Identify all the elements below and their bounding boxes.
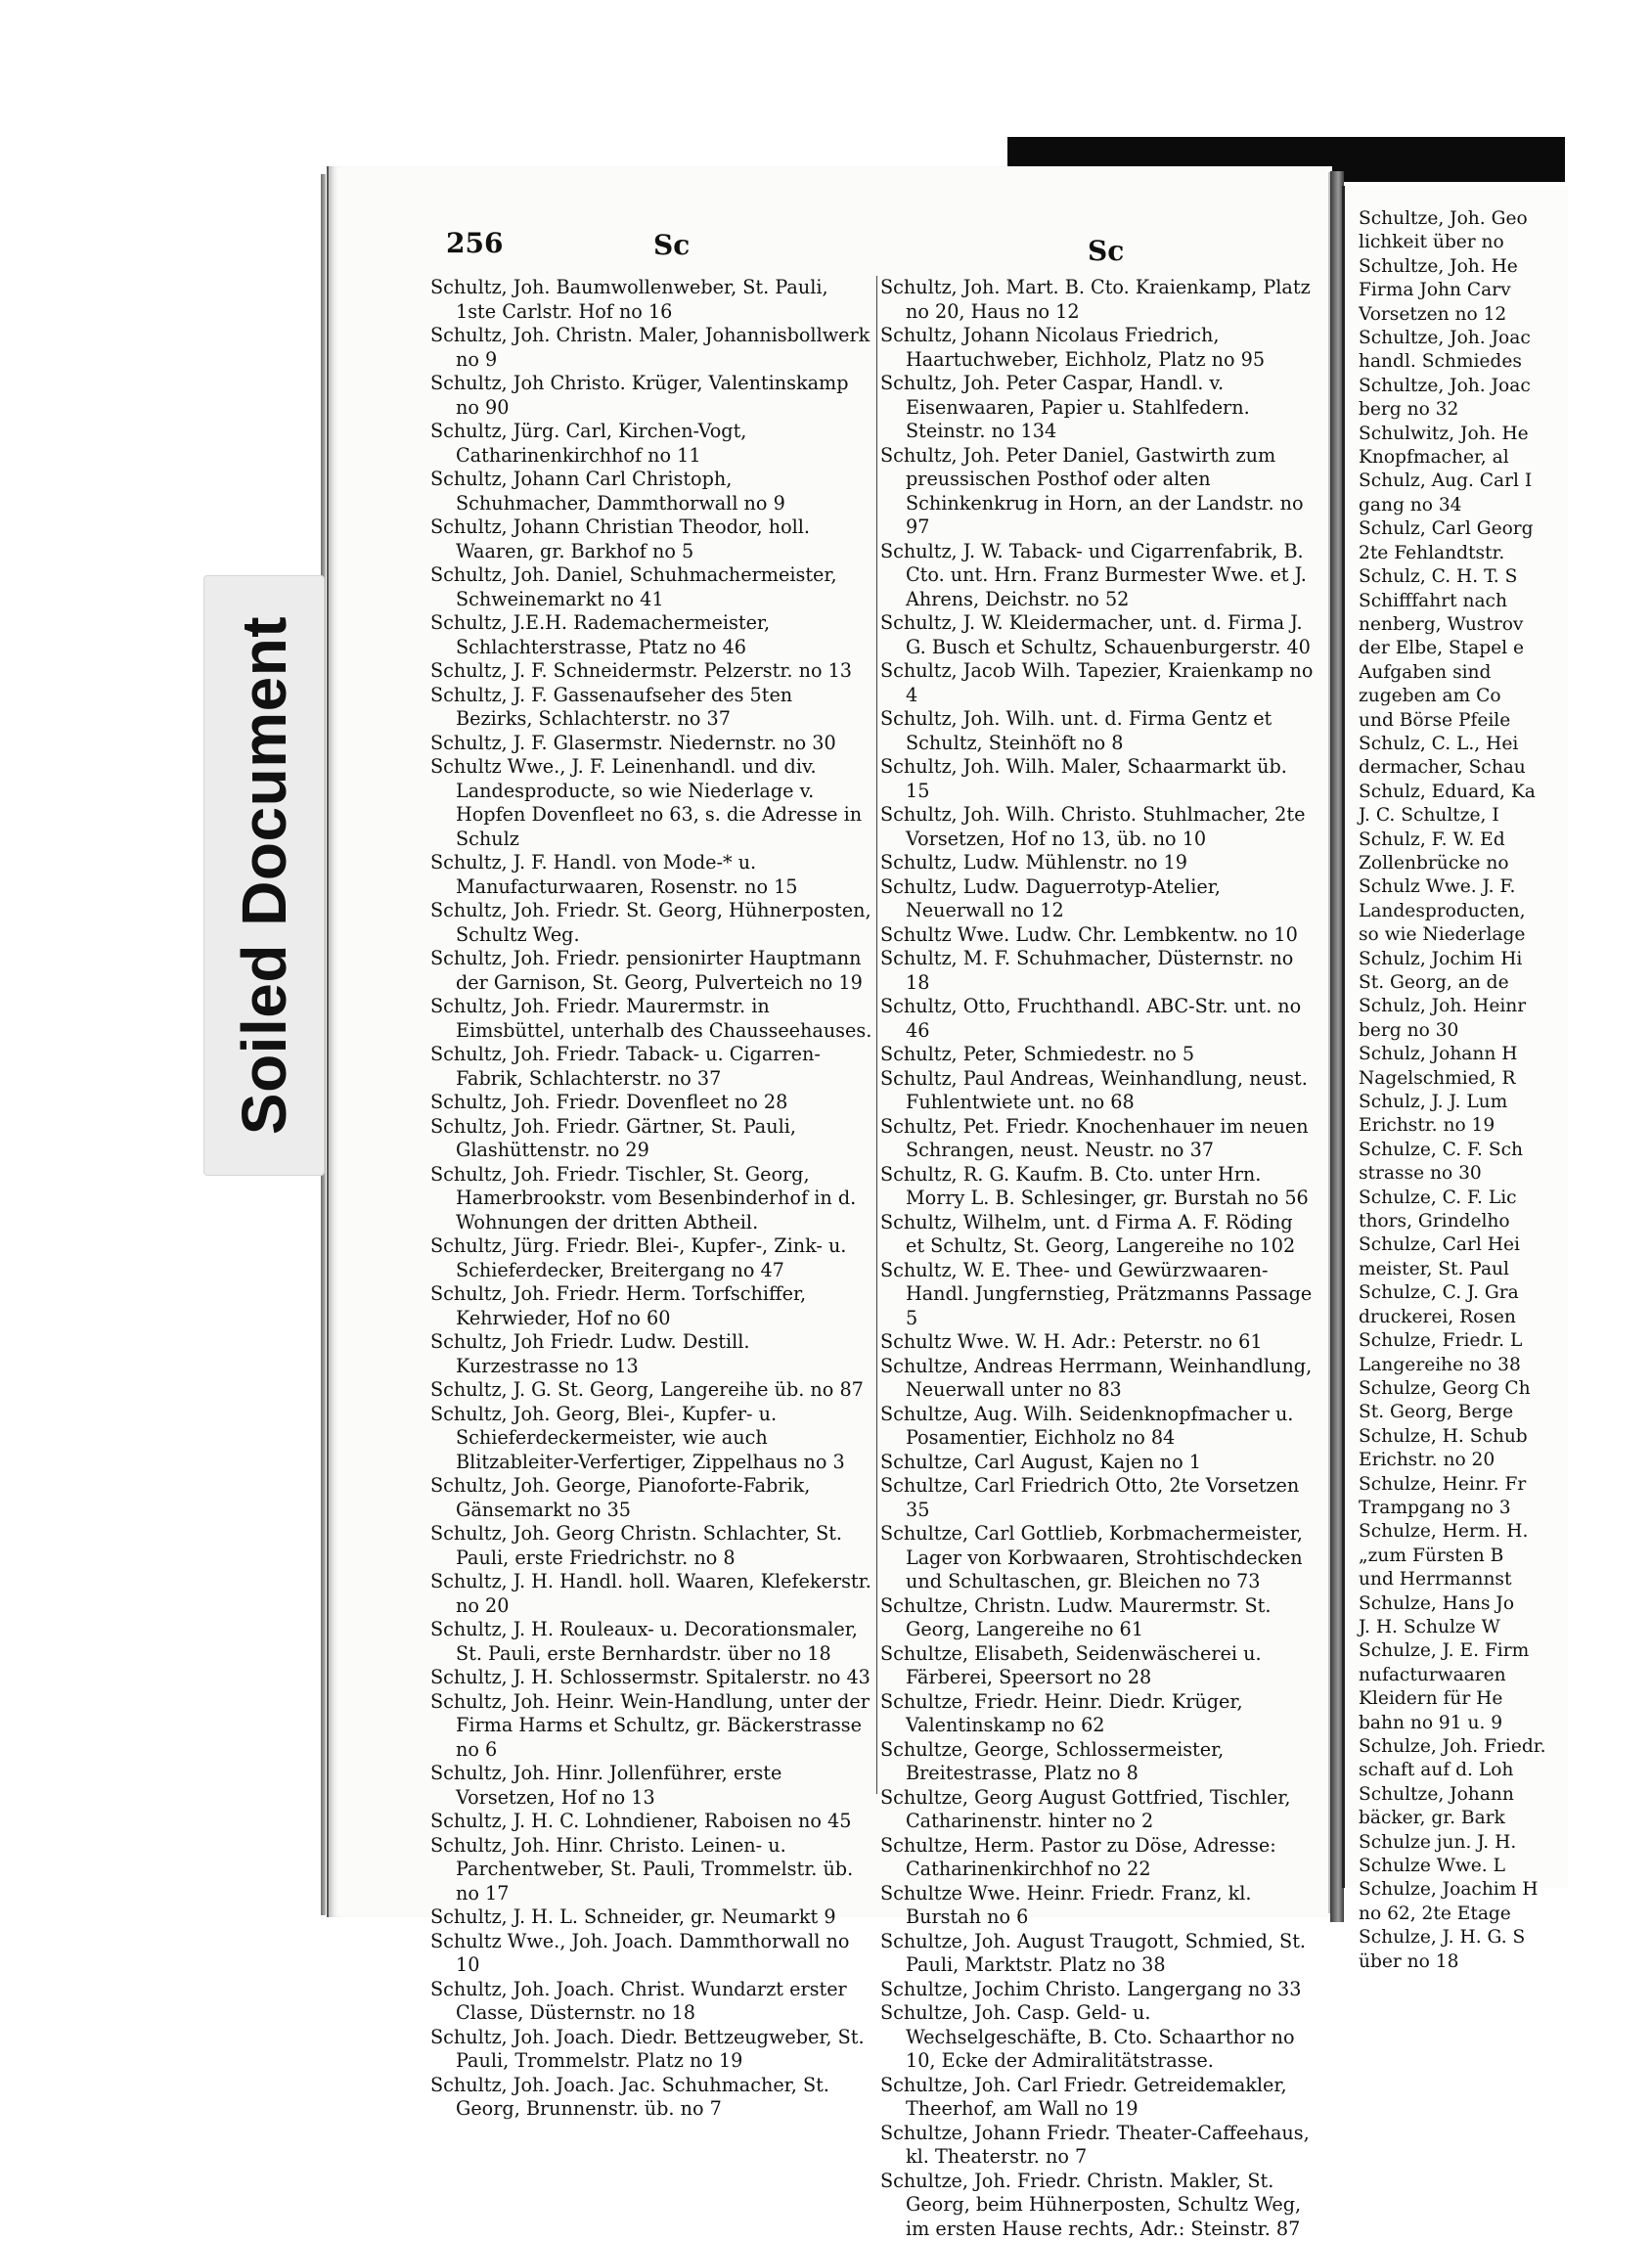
directory-entry: Schultz, Joh. Friedr. pensionirter Hauptmann der Garnison, St. Georg, Pulverteich no 19: [430, 947, 872, 995]
directory-entry: Schultz, Joh. Wilh. unt. d. Firma Gentz et Schultz, Steinhöft no 8: [880, 707, 1317, 755]
directory-entry: Schultz, Joh. Mart. B. Cto. Kraienkamp, Platz no 20, Haus no 12: [880, 276, 1317, 324]
directory-entry: Schultz, Joh. Georg, Blei-, Kupfer- u. Schieferdeckermeister, wie auch Blitzableiter-Verfertiger, Zippelhaus no 3: [430, 1403, 872, 1475]
directory-entry: Schulze, Joh. Friedr.: [1359, 1735, 1652, 1759]
directory-entry: bahn no 91 u. 9: [1359, 1712, 1652, 1735]
directory-entry: 2te Fehlandtstr.: [1359, 542, 1652, 565]
directory-entry: Schulze, Herm. H.: [1359, 1520, 1652, 1544]
directory-entry: Schultze, Joh. He: [1359, 255, 1652, 279]
directory-entry: Schultz, Joh. Christn. Maler, Johannisbollwerk no 9: [430, 324, 872, 372]
directory-entry: Schultz, J. F. Glasermstr. Niedernstr. no 30: [430, 732, 872, 756]
directory-entry: Schultz, Joh. Friedr. Dovenfleet no 28: [430, 1091, 872, 1115]
directory-entry: Schulwitz, Joh. He: [1359, 423, 1652, 446]
directory-entry: Schultz, Jürg. Carl, Kirchen-Vogt, Catharinenkirchhof no 11: [430, 420, 872, 468]
directory-entry: St. Georg, an de: [1359, 971, 1652, 995]
directory-entry: Vorsetzen no 12: [1359, 303, 1652, 327]
directory-entry: Schulze jun. J. H.: [1359, 1831, 1652, 1855]
directory-entry: Schulze, C. F. Sch: [1359, 1139, 1652, 1162]
directory-entry: Schultze, Joh. Joac: [1359, 327, 1652, 350]
directory-entry: Schultz, J. H. Handl. holl. Waaren, Klefekerstr. no 20: [430, 1570, 872, 1618]
directory-entry: Schultz, Ludw. Daguerrotyp-Atelier, Neuerwall no 12: [880, 875, 1317, 923]
directory-entry: Schultz, Joh. Hinr. Christo. Leinen- u. Parchentweber, St. Pauli, Trommelstr. üb. no 17: [430, 1834, 872, 1906]
stamp-text: Soiled Document: [228, 616, 300, 1135]
directory-entry: Schulze, Heinr. Fr: [1359, 1473, 1652, 1497]
directory-entry: Schultz, Joh. Daniel, Schuhmachermeister, Schweinemarkt no 41: [430, 563, 872, 611]
directory-entry: Schulze, Carl Hei: [1359, 1233, 1652, 1257]
directory-entry: Schultz, Paul Andreas, Weinhandlung, neust. Fuhlentwiete unt. no 68: [880, 1067, 1317, 1115]
page-number: 256: [446, 227, 503, 259]
directory-entry: thors, Grindelho: [1359, 1210, 1652, 1233]
soiled-document-stamp: [203, 575, 325, 1176]
directory-entry: Schulze, Joachim H: [1359, 1878, 1652, 1902]
directory-entry: Schifffahrt nach: [1359, 590, 1652, 613]
directory-entry: Schultz, Jacob Wilh. Tapezier, Kraienkamp no 4: [880, 659, 1317, 707]
directory-entry: schaft auf d. Loh: [1359, 1759, 1652, 1782]
directory-entry: Schultz, Ludw. Mühlenstr. no 19: [880, 851, 1317, 875]
directory-entry: Schultz, J. H. Schlossermstr. Spitalerstr. no 43: [430, 1666, 872, 1690]
directory-entry: Schulze Wwe. L: [1359, 1855, 1652, 1878]
directory-entry: Schulz, F. W. Ed: [1359, 829, 1652, 852]
directory-entry: und Börse Pfeile: [1359, 709, 1652, 733]
directory-entry: nenberg, Wustrov: [1359, 613, 1652, 637]
directory-entry: Schultz, R. G. Kaufm. B. Cto. unter Hrn. Morry L. B. Schlesinger, gr. Burstah no 56: [880, 1163, 1317, 1211]
directory-entry: Schultz, Joh. George, Pianoforte-Fabrik, Gänsemarkt no 35: [430, 1474, 872, 1522]
directory-entry: Schultz, Johann Christian Theodor, holl. Waaren, gr. Barkhof no 5: [430, 515, 872, 563]
directory-entry: Schultze, Carl Gottlieb, Korbmachermeister, Lager von Korbwaaren, Strohtischdecken und Schultaschen, gr. Bleichen no 73: [880, 1522, 1317, 1594]
directory-entry: Schultze, Friedr. Heinr. Diedr. Krüger, Valentinskamp no 62: [880, 1690, 1317, 1738]
directory-entry: Schulz, C. H. T. S: [1359, 565, 1652, 589]
directory-entry: Schultz, Joh. Peter Caspar, Handl. v. Eisenwaaren, Papier u. Stahlfedern. Steinstr. no 134: [880, 372, 1317, 444]
directory-entry: Schultze, Johann: [1359, 1783, 1652, 1807]
directory-entry: Trampgang no 3: [1359, 1497, 1652, 1520]
directory-entry: Schulze, H. Schub: [1359, 1425, 1652, 1449]
directory-entry: „zum Fürsten B: [1359, 1545, 1652, 1568]
directory-entry: Schulze, Hans Jo: [1359, 1592, 1652, 1616]
directory-entry: Aufgaben sind: [1359, 661, 1652, 685]
directory-entry: Schultze, Joh. Casp. Geld- u. Wechselgeschäfte, B. Cto. Schaarthor no 10, Ecke der Admiralitätstrasse.: [880, 2001, 1317, 2074]
directory-column-left: [430, 276, 872, 2122]
directory-entry: Schultze, Carl August, Kajen no 1: [880, 1451, 1317, 1475]
column-divider: [876, 276, 877, 1794]
directory-entry: Schultz, Joh. Joach. Diedr. Bettzeugweber, St. Pauli, Trommelstr. Platz no 19: [430, 2026, 872, 2074]
directory-entry: Schultz, J. H. L. Schneider, gr. Neumarkt 9: [430, 1905, 872, 1930]
directory-entry: Schultze, Aug. Wilh. Seidenknopfmacher u. Posamentier, Eichholz no 84: [880, 1403, 1317, 1451]
directory-entry: Schultz, Joh. Heinr. Wein-Handlung, unter der Firma Harms et Schultz, gr. Bäckerstrasse no 6: [430, 1690, 872, 1763]
directory-entry: Schultz, Otto, Fruchthandl. ABC-Str. unt. no 46: [880, 995, 1317, 1043]
directory-entry: Erichstr. no 20: [1359, 1449, 1652, 1472]
directory-entry: Schultz, Joh. Joach. Christ. Wundarzt erster Classe, Düsternstr. no 18: [430, 1978, 872, 2026]
directory-entry: der Elbe, Stapel e: [1359, 637, 1652, 660]
directory-entry: Erichstr. no 19: [1359, 1114, 1652, 1138]
directory-entry: Schultze, Jochim Christo. Langergang no 33: [880, 1978, 1317, 2002]
directory-entry: Schulz, Aug. Carl I: [1359, 470, 1652, 493]
directory-entry: Schultz, Joh. Friedr. Maurermstr. in Eimsbüttel, unterhalb des Chausseehauses.: [430, 995, 872, 1043]
directory-entry: gang no 34: [1359, 494, 1652, 517]
directory-entry: no 62, 2te Etage: [1359, 1903, 1652, 1926]
directory-entry: zugeben am Co: [1359, 685, 1652, 708]
directory-entry: Schultze, Johann Friedr. Theater-Caffeehaus, kl. Theaterstr. no 7: [880, 2122, 1317, 2170]
directory-entry: Schultze, Joh. Joac: [1359, 375, 1652, 398]
directory-entry: Schultz Wwe. W. H. Adr.: Peterstr. no 61: [880, 1330, 1317, 1355]
directory-entry: und Herrmannst: [1359, 1568, 1652, 1591]
directory-entry: Firma John Carv: [1359, 279, 1652, 302]
directory-entry: Schultz, J. F. Handl. von Mode-* u. Manufacturwaaren, Rosenstr. no 15: [430, 851, 872, 899]
directory-entry: Schultz, Joh. Friedr. Tischler, St. Georg, Hamerbrookstr. vom Besenbinderhof in d. Wohnungen der dritten Abtheil.: [430, 1163, 872, 1235]
directory-entry: Schulz, Jochim Hi: [1359, 948, 1652, 971]
directory-entry: Schultze, Elisabeth, Seidenwäscherei u. Färberei, Speersort no 28: [880, 1642, 1317, 1690]
directory-entry: Schultz, J. W. Taback- und Cigarrenfabrik, B. Cto. unt. Hrn. Franz Burmester Wwe. et J. Ahrens, Deichstr. no 52: [880, 540, 1317, 612]
directory-entry: lichkeit über no: [1359, 231, 1652, 254]
directory-entry: Zollenbrücke no: [1359, 852, 1652, 875]
directory-entry: Schulze, C. F. Lic: [1359, 1187, 1652, 1210]
directory-entry: Schultz, Johann Carl Christoph, Schuhmacher, Dammthorwall no 9: [430, 468, 872, 515]
directory-entry: Schultz, Joh. Joach. Jac. Schuhmacher, St. Georg, Brunnenstr. üb. no 7: [430, 2074, 872, 2122]
directory-entry: Schultze, Christn. Ludw. Maurermstr. St. Georg, Langereihe no 61: [880, 1594, 1317, 1642]
directory-entry: Schultze, Joh. Geo: [1359, 207, 1652, 231]
directory-entry: Schultz, Wilhelm, unt. d Firma A. F. Röding et Schultz, St. Georg, Langereihe no 102: [880, 1211, 1317, 1259]
directory-entry: Schultz Wwe., J. F. Leinenhandl. und div. Landesproducte, so wie Niederlage v. Hopfen Dovenfleet no 63, s. die Adresse in Schulz: [430, 755, 872, 851]
directory-entry: Schultz, J. F. Gassenaufseher des 5ten Bezirks, Schlachterstr. no 37: [430, 684, 872, 732]
directory-entry: Schultz, Joh. Baumwollenweber, St. Pauli, 1ste Carlstr. Hof no 16: [430, 276, 872, 324]
directory-entry: bäcker, gr. Bark: [1359, 1807, 1652, 1830]
directory-entry: druckerei, Rosen: [1359, 1306, 1652, 1329]
directory-entry: Schultz, W. E. Thee- und Gewürzwaaren-Handl. Jungfernstieg, Prätzmanns Passage 5: [880, 1259, 1317, 1331]
directory-entry: Schulz, Carl Georg: [1359, 517, 1652, 541]
directory-entry: Schultz Wwe. Ludw. Chr. Lembkentw. no 10: [880, 923, 1317, 948]
running-header-left: Sc: [653, 229, 690, 261]
directory-entry: Schultz, J. H. Rouleaux- u. Decorationsmaler, St. Pauli, erste Bernhardstr. über no 18: [430, 1618, 872, 1666]
directory-entry: dermacher, Schau: [1359, 756, 1652, 780]
directory-entry: Schultz, Joh. Friedr. Taback- u. Cigarren-Fabrik, Schlachterstr. no 37: [430, 1043, 872, 1091]
directory-entry: Schultz, Joh. Georg Christn. Schlachter, St. Pauli, erste Friedrichstr. no 8: [430, 1522, 872, 1570]
directory-entry: nufacturwaaren: [1359, 1664, 1652, 1687]
directory-entry: Schultze, Andreas Herrmann, Weinhandlung, Neuerwall unter no 83: [880, 1355, 1317, 1403]
directory-entry: J. H. Schulze W: [1359, 1616, 1652, 1639]
directory-entry: Schulz, Johann H: [1359, 1043, 1652, 1066]
directory-entry: Schultze, Herm. Pastor zu Döse, Adresse: Catharinenkirchhof no 22: [880, 1834, 1317, 1882]
directory-entry: Schultz, J. F. Schneidermstr. Pelzerstr. no 13: [430, 659, 872, 684]
directory-entry: Schultz, J. W. Kleidermacher, unt. d. Firma J. G. Busch et Schultz, Schauenburgerstr. 40: [880, 611, 1317, 659]
directory-entry: Schulze, C. J. Gra: [1359, 1281, 1652, 1305]
directory-entry: strasse no 30: [1359, 1162, 1652, 1186]
directory-column-middle: [880, 276, 1317, 2241]
running-header-right: Sc: [1088, 235, 1124, 267]
directory-entry: Schultz, Joh Christo. Krüger, Valentinskamp no 90: [430, 372, 872, 420]
directory-entry: Schultze, George, Schlossermeister, Breitestrasse, Platz no 8: [880, 1738, 1317, 1786]
directory-entry: Schultz, Joh. Peter Daniel, Gastwirth zum preussischen Posthof oder alten Schinkenkrug in Horn, an der Landstr. no 97: [880, 444, 1317, 540]
directory-entry: Schultz, J.E.H. Rademachermeister, Schlachterstrasse, Ptatz no 46: [430, 611, 872, 659]
directory-entry: Schultz, J. H. C. Lohndiener, Raboisen no 45: [430, 1810, 872, 1834]
directory-entry: Schultz Wwe., Joh. Joach. Dammthorwall no 10: [430, 1930, 872, 1978]
directory-entry: Schulz, J. J. Lum: [1359, 1091, 1652, 1114]
directory-entry: Langereihe no 38: [1359, 1354, 1652, 1377]
right-page: [1342, 186, 1568, 1888]
directory-entry: Landesproducten,: [1359, 900, 1652, 923]
directory-entry: Kleidern für He: [1359, 1687, 1652, 1711]
directory-entry: Schultze, Georg August Gottfried, Tischler, Catharinenstr. hinter no 2: [880, 1786, 1317, 1834]
directory-entry: berg no 32: [1359, 398, 1652, 422]
directory-entry: Schulze, Friedr. L: [1359, 1329, 1652, 1353]
directory-entry: Schultze, Joh. August Traugott, Schmied, St. Pauli, Marktstr. Platz no 38: [880, 1930, 1317, 1978]
directory-entry: Schultze, Joh. Friedr. Christn. Makler, St. Georg, beim Hühnerposten, Schultz Weg, im ersten Hause rechts, Adr.: Steinstr. 87: [880, 2170, 1317, 2241]
directory-entry: Schultz, Peter, Schmiedestr. no 5: [880, 1043, 1317, 1067]
directory-entry: Schultze, Carl Friedrich Otto, 2te Vorsetzen 35: [880, 1474, 1317, 1522]
directory-entry: Schultz, M. F. Schuhmacher, Düsternstr. no 18: [880, 947, 1317, 995]
directory-entry: berg no 30: [1359, 1019, 1652, 1043]
directory-entry: Schultz, Johann Nicolaus Friedrich, Haartuchweber, Eichholz, Platz no 95: [880, 324, 1317, 372]
directory-entry: Schultz, Joh. Hinr. Jollenführer, erste Vorsetzen, Hof no 13: [430, 1762, 872, 1810]
directory-entry: handl. Schmiedes: [1359, 350, 1652, 374]
directory-entry: Schulze, J. E. Firm: [1359, 1639, 1652, 1663]
directory-entry: Schulze, Georg Ch: [1359, 1377, 1652, 1401]
directory-entry: über no 18: [1359, 1950, 1652, 1974]
directory-entry: Schultz, Jürg. Friedr. Blei-, Kupfer-, Zink- u. Schieferdecker, Breitergang no 47: [430, 1234, 872, 1282]
right-page-column: [1359, 207, 1652, 1974]
directory-entry: Schultze, Joh. Carl Friedr. Getreidemakler, Theerhof, am Wall no 19: [880, 2074, 1317, 2122]
directory-entry: Schultz, Joh Friedr. Ludw. Destill. Kurzestrasse no 13: [430, 1330, 872, 1378]
directory-entry: Schultze Wwe. Heinr. Friedr. Franz, kl. Burstah no 6: [880, 1882, 1317, 1930]
directory-entry: Schulze, J. H. G. S: [1359, 1926, 1652, 1950]
directory-entry: St. Georg, Berge: [1359, 1401, 1652, 1424]
directory-entry: meister, St. Paul: [1359, 1258, 1652, 1281]
directory-entry: Knopfmacher, al: [1359, 446, 1652, 470]
directory-entry: Schultz, Joh. Friedr. St. Georg, Hühnerposten, Schultz Weg.: [430, 899, 872, 947]
directory-entry: Schulz, C. L., Hei: [1359, 733, 1652, 756]
directory-entry: Schultz, Joh. Friedr. Gärtner, St. Pauli, Glashüttenstr. no 29: [430, 1115, 872, 1163]
directory-entry: Schultz, Joh. Friedr. Herm. Torfschiffer, Kehrwieder, Hof no 60: [430, 1282, 872, 1330]
directory-entry: so wie Niederlage: [1359, 923, 1652, 947]
directory-entry: Schultz, Pet. Friedr. Knochenhauer im neuen Schrangen, neust. Neustr. no 37: [880, 1115, 1317, 1163]
directory-entry: Nagelschmied, R: [1359, 1067, 1652, 1091]
directory-entry: Schultz, Joh. Wilh. Maler, Schaarmarkt üb. 15: [880, 755, 1317, 803]
directory-entry: Schultz, J. G. St. Georg, Langereihe üb. no 87: [430, 1378, 872, 1403]
directory-entry: Schulz Wwe. J. F.: [1359, 875, 1652, 899]
directory-entry: J. C. Schultze, I: [1359, 804, 1652, 828]
directory-entry: Schulz, Eduard, Ka: [1359, 781, 1652, 804]
directory-entry: Schulz, Joh. Heinr: [1359, 995, 1652, 1018]
directory-entry: Schultz, Joh. Wilh. Christo. Stuhlmacher, 2te Vorsetzen, Hof no 13, üb. no 10: [880, 803, 1317, 851]
